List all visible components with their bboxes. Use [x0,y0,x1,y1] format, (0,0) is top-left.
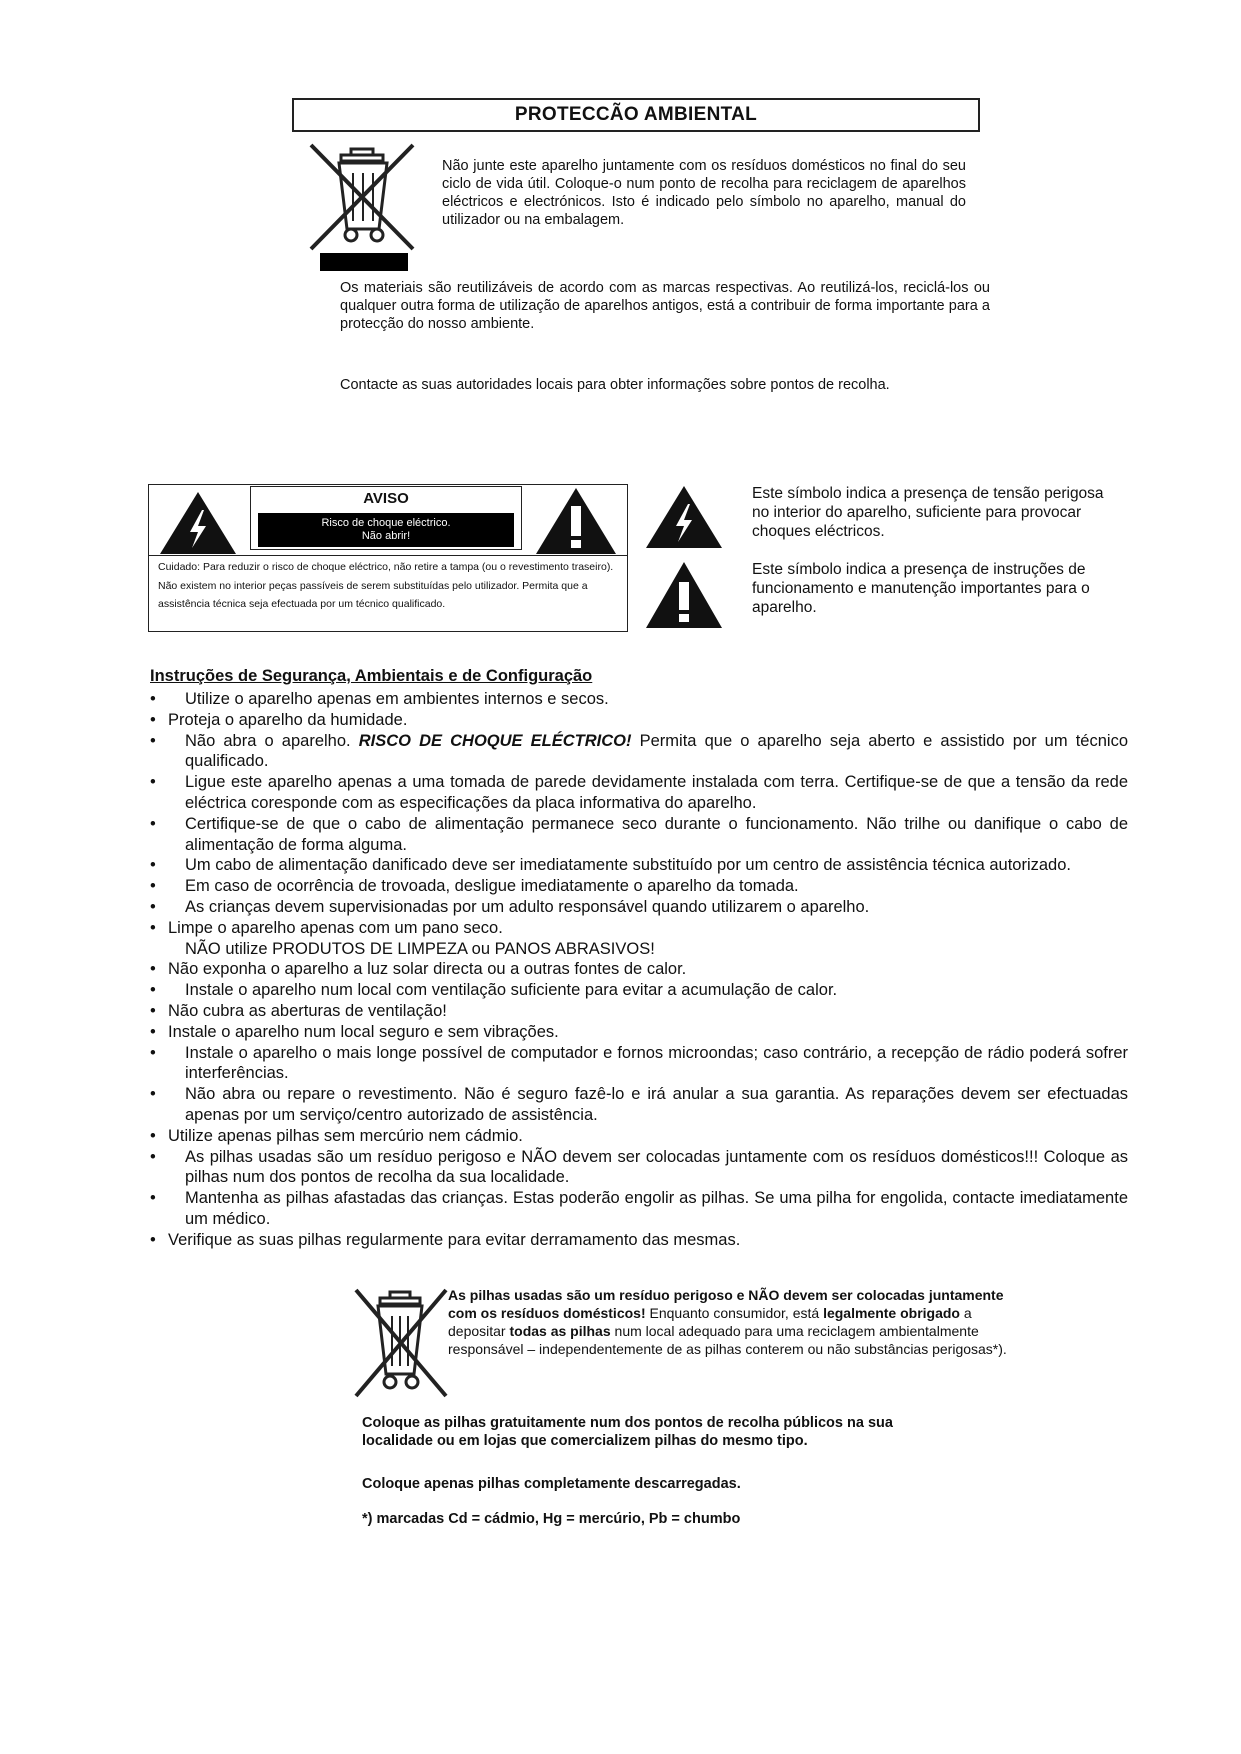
list-item: • Instale o aparelho num local com ventilação suficiente para evitar a acumulação de calor. [150,981,838,1000]
shock-risk-panel [258,513,514,547]
shock-risk-line-2: Não abrir! [361,530,411,542]
bullet: • [150,981,156,1000]
instructions-heading: Instruções de Segurança, Ambientais e de Configuração [150,667,593,685]
bullet: • [150,690,156,708]
bullet: • [150,731,156,750]
batteries-paragraph-3: Coloque apenas pilhas completamente descarregadas. [362,1476,741,1492]
list-item: • Certifique-se de que o cabo de alimentação permanece seco durante o funcionamento. Não trilhe ou danifique o cabo de alimentação de forma alguma. [150,814,1128,854]
bullet: • [150,1001,156,1020]
list-item: • Utilize o aparelho apenas em ambientes internos e secos. [150,690,609,708]
warning-caution-text: Cuidado: Para reduzir o risco de choque eléctrico, não retire a tampa (ou o revestimento traseiro). Não existem no interior peças passíveis de serem substituídas pelo utilizador. Permita que a assistência técnica seja efectuada por um técnico qualificado. [158,561,614,610]
instructions-list [150,689,1128,1251]
env-title-box [292,98,980,132]
shock-risk-line-1: Risco de choque eléctrico. [321,517,451,529]
bullet: • [150,1189,156,1208]
lightning-symbol-icon [644,484,724,550]
batteries-footnote: *) marcadas Cd = cádmio, Hg = mercúrio, Pb = chumbo [362,1511,741,1527]
list-item: • Não abra ou repare o revestimento. Não é seguro fazê-lo e irá anular a sua garantia. As reparações devem ser efectuadas apenas por um serviço/centro autorizado de assistência. [150,1085,1128,1124]
bullet: • [150,1230,156,1249]
list-item: • Mantenha as pilhas afastadas das crianças. Estas poderão engolir as pilhas. Se uma pilha for engolida, contacte imediatamente um médico. [150,1189,1128,1228]
exclamation-symbol-description: Este símbolo indica a presença de instruções de funcionamento e manutenção importantes para o aparelho. [752,561,1090,616]
warning-divider [149,555,627,556]
crossed-bin-icon [303,137,421,257]
list-item: • Instale o aparelho num local seguro e sem vibrações. [150,1022,559,1041]
list-item: • Não exponha o aparelho a luz solar directa ou a outras fontes de calor. [150,960,687,979]
list-item: • As crianças devem supervisionadas por um adulto responsável quando utilizarem o aparelho. [150,897,870,916]
list-item: • Utilize apenas pilhas sem mercúrio nem cádmio. [150,1126,523,1145]
list-item: • Um cabo de alimentação danificado deve ser imediatamente substituído por um centro de assistência técnica autorizado. [150,856,1071,875]
env-paragraph-3: Contacte as suas autoridades locais para obter informações sobre pontos de recolha. [340,377,890,393]
bullet: • [150,960,156,979]
bullet: • [150,856,156,875]
bullet: • [150,814,156,833]
env-paragraph-2: Os materiais são reutilizáveis de acordo com as marcas respectivas. Ao reutilizá-los, reciclá-los ou qualquer outra forma de utilização de aparelhos antigos, está a contribuir de forma importante para a protecção do nosso ambiente. [340,280,990,332]
bullet: • [150,1126,156,1145]
list-item: • Limpe o aparelho apenas com um pano seco. NÃO utilize PRODUTOS DE LIMPEZA ou PANOS ABRASIVOS! [150,918,655,958]
batteries-paragraph-2: Coloque as pilhas gratuitamente num dos pontos de recolha públicos na sua localidade ou em lojas que comercializem pilhas do mesmo tipo. [362,1415,893,1449]
bullet: • [150,1043,156,1062]
list-item: • Proteja o aparelho da humidade. [150,710,408,729]
bullet: • [150,1022,156,1041]
list-item: • As pilhas usadas são um resíduo perigoso e NÃO devem ser colocadas juntamente com os resíduos domésticos!!! Coloque as pilhas num dos pontos de recolha da sua localidade. [150,1147,1128,1187]
bullet: • [150,710,156,729]
list-item: • Instale o aparelho o mais longe possível de computador e fornos microondas; caso contrário, a recepção de rádio poderá sofrer interferências. [150,1043,1128,1083]
env-title: PROTECCÃO AMBIENTAL [514,104,758,125]
list-item: • Em caso de ocorrência de trovoada, desligue imediatamente o aparelho da tomada. [150,877,799,896]
list-item: • Não abra o aparelho. RISCO DE CHOQUE ELÉCTRICO! Permita que o aparelho seja aberto e assistido por um técnico qualificado. [150,731,1128,771]
list-item: • Verifique as suas pilhas regularmente para evitar derramamento das mesmas. [150,1230,741,1249]
bullet: • [150,1085,156,1104]
bullet: • [150,1147,156,1166]
list-item: • Ligue este aparelho apenas a uma tomada de parede devidamente instalada com terra. Certifique-se de que a tensão da rede eléctrica coresponde com as especificações da placa informativa do aparelho. [150,773,1128,812]
exclamation-warning-icon [534,486,618,556]
warning-title: AVISO [363,490,409,507]
bullet: • [150,773,156,792]
bullet: • [150,897,156,916]
weee-black-bar [320,253,408,271]
env-paragraph-1: Não junte este aparelho juntamente com os resíduos domésticos no final do seu ciclo de vida útil. Coloque-o num ponto de recolha para reciclagem de aparelhos eléctricos e electrónicos. Isto é indicado pelo símbolo no aparelho, manual do utilizador ou na embalagem. [442,158,966,228]
batteries-paragraph-1: As pilhas usadas são um resíduo perigoso e NÃO devem ser colocadas juntamente com os resíduos domésticos! Enquanto consumidor, está legalmente obrigado a depositar todas as pilhas num local adequado para uma reciclagem ambientalmente responsável – independentemente de as pilhas conterem ou não substâncias perigosas*). [448,1287,1007,1357]
exclamation-symbol-icon [644,560,724,630]
lightning-symbol-description: Este símbolo indica a presença de tensão perigosa no interior do aparelho, suficiente para provocar choques eléctricos. [752,485,1104,540]
bullet: • [150,918,156,937]
lightning-warning-icon [158,490,238,556]
list-item: • Não cubra as aberturas de ventilação! [150,1001,447,1020]
bullet: • [150,877,156,896]
crossed-bin-icon [350,1282,450,1402]
